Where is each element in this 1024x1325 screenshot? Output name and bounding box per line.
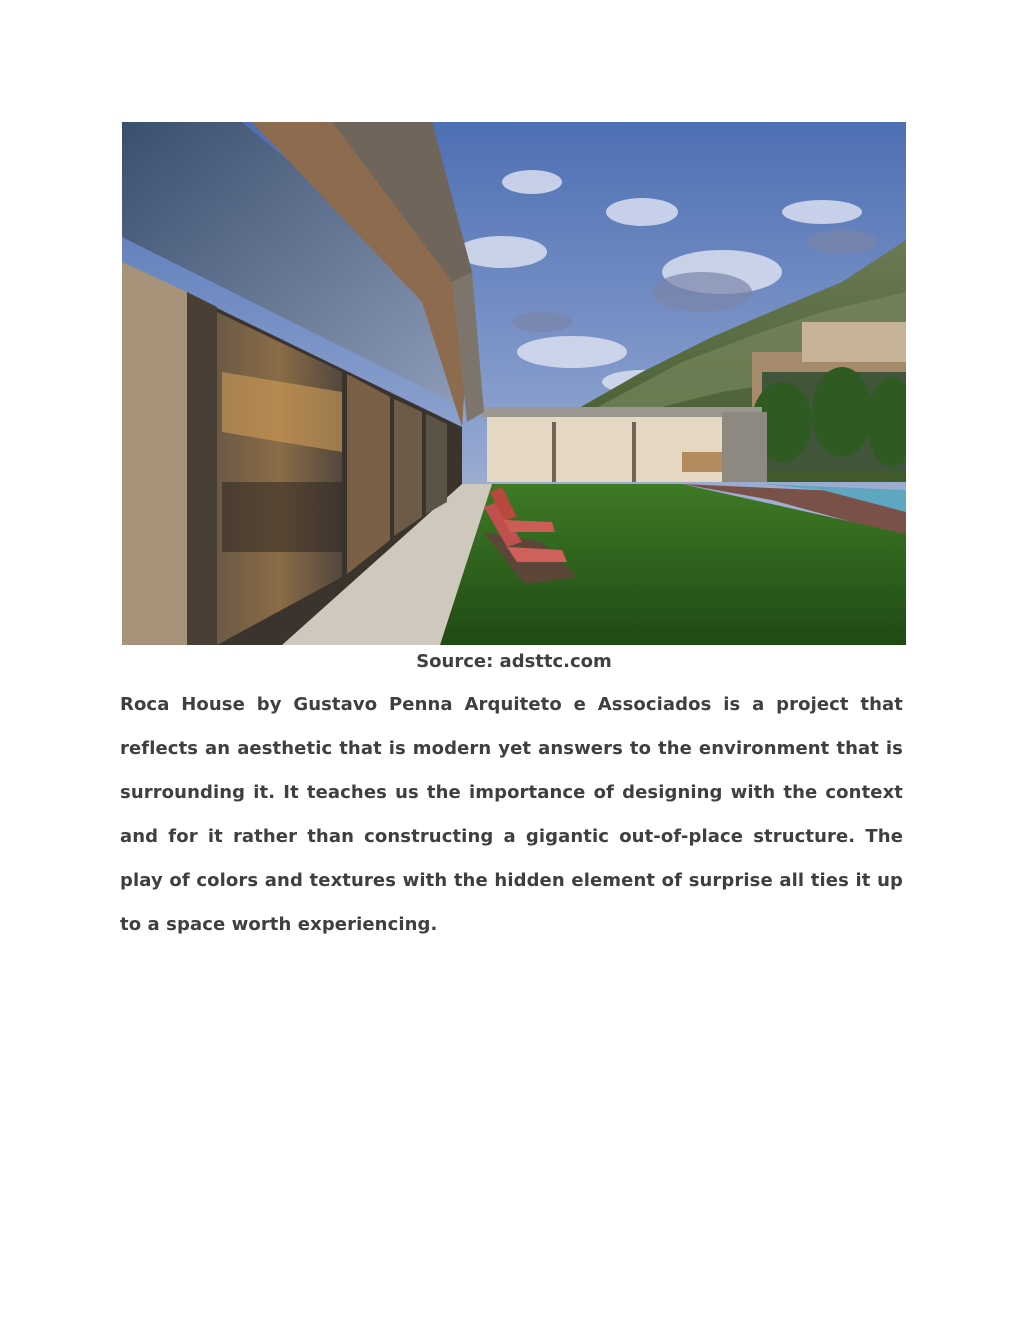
image-caption: Source: adsttc.com bbox=[416, 651, 612, 672]
house-photo-illustration bbox=[122, 122, 906, 645]
article-paragraph: Roca House by Gustavo Penna Arquiteto e Associados is a project that reflects an aesthetic that is modern yet answers to the environment that is surrounding it. It teaches us the importance of designing with the context and for it rather than constructing a gigantic out-of-place structure. The play of colors and textures with the hidden element of surprise all ties it up to a space worth experiencing. bbox=[120, 694, 903, 935]
house-photo bbox=[122, 122, 906, 645]
